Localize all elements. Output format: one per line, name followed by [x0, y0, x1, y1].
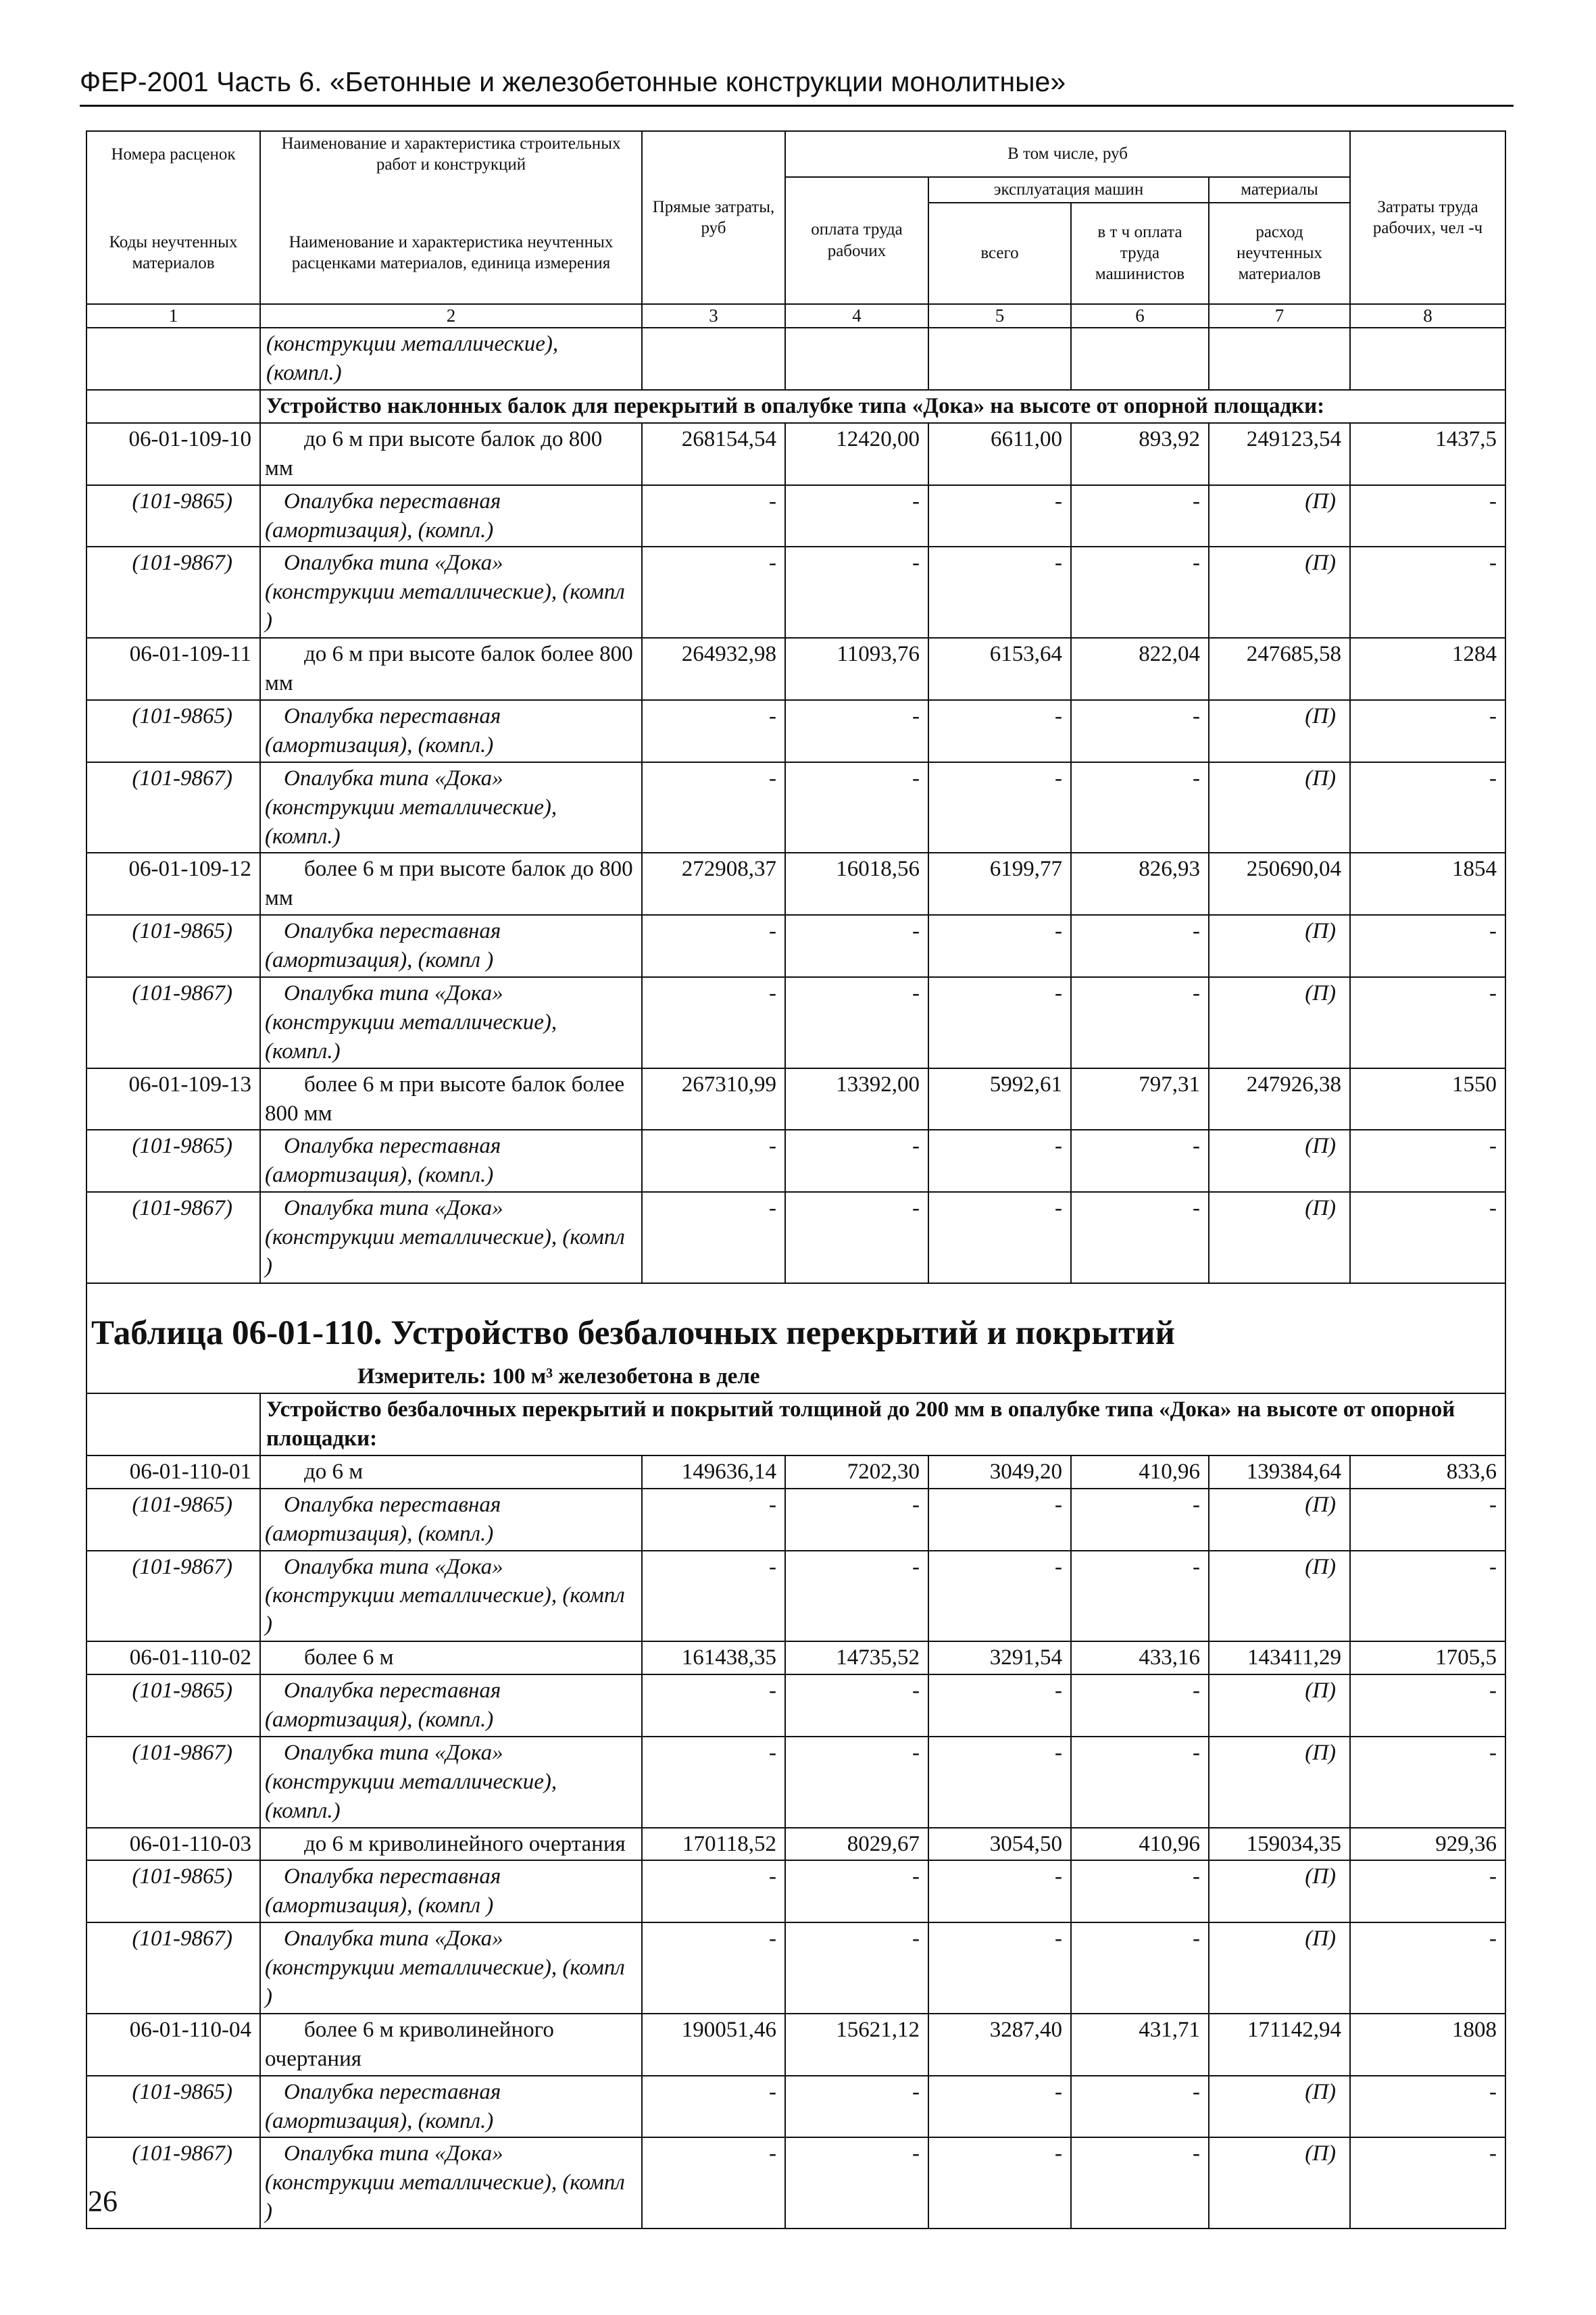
material-consumption: (П) — [1209, 1922, 1350, 2014]
rate-row — [86, 423, 1505, 485]
labor-hours: - — [1350, 1192, 1505, 1283]
labor-hours: 1437,5 — [1350, 423, 1505, 485]
labor-hours: - — [1350, 1551, 1505, 1642]
machinist-pay: - — [1071, 1192, 1209, 1283]
direct-costs: - — [642, 977, 785, 1068]
rates-table-wrapper — [86, 130, 1505, 2229]
col-rate-numbers: Номера расценок — [86, 131, 260, 177]
direct-costs: 272908,37 — [642, 853, 785, 915]
rate-row — [86, 1455, 1505, 1489]
material-name: Опалубка типа «Дока» (конструкции металлические), (компл ) — [260, 1922, 642, 2014]
machine-total: 6199,77 — [928, 853, 1071, 915]
col-machinist-pay: в т ч оплата труда машинистов — [1071, 203, 1209, 304]
direct-costs: - — [642, 915, 785, 977]
column-number: 4 — [785, 304, 928, 328]
resource-row — [86, 1192, 1505, 1283]
material-name: Опалубка переставная (амортизация), (компл ) — [260, 915, 642, 977]
rate-code: 06-01-110-01 — [86, 1455, 260, 1489]
direct-costs: - — [642, 762, 785, 853]
section-title: Устройство безбалочных перекрытий и покрытий толщиной до 200 мм в опалубке типа «Дока» на высоте от опорной площадки: — [260, 1393, 1505, 1455]
labor-hours: - — [1350, 1489, 1505, 1551]
machine-total: - — [928, 1551, 1071, 1642]
machinist-pay: - — [1071, 700, 1209, 762]
machinist-pay: - — [1071, 2137, 1209, 2229]
labor-hours: - — [1350, 547, 1505, 638]
column-number: 1 — [86, 304, 260, 328]
rate-row — [86, 1641, 1505, 1674]
labor-hours: - — [1350, 1737, 1505, 1828]
machinist-pay: - — [1071, 915, 1209, 977]
direct-costs: 268154,54 — [642, 423, 785, 485]
materials-cost: 139384,64 — [1209, 1455, 1350, 1489]
machinist-pay: - — [1071, 547, 1209, 638]
rate-name: до 6 м — [260, 1455, 642, 1489]
material-code: (101-9867) — [86, 2137, 260, 2229]
material-consumption: (П) — [1209, 547, 1350, 638]
col-material-codes: Коды неучтенных материалов — [86, 203, 260, 304]
measure-row — [86, 1361, 1505, 1393]
column-number: 8 — [1350, 304, 1505, 328]
worker-pay: - — [785, 2137, 928, 2229]
material-code: (101-9865) — [86, 700, 260, 762]
worker-pay: 12420,00 — [785, 423, 928, 485]
material-name: Опалубка типа «Дока» (конструкции металлические), (компл.) — [260, 1737, 642, 1828]
materials-cost: 159034,35 — [1209, 1828, 1350, 1861]
col-materials: материалы — [1209, 177, 1350, 203]
machinist-pay: 433,16 — [1071, 1641, 1209, 1674]
direct-costs: 264932,98 — [642, 638, 785, 700]
direct-costs: - — [642, 1192, 785, 1283]
labor-hours: 929,36 — [1350, 1828, 1505, 1861]
labor-hours: 1808 — [1350, 2014, 1505, 2076]
rate-row — [86, 2014, 1505, 2076]
resource-row — [86, 547, 1505, 638]
material-name: Опалубка типа «Дока» (конструкции металлические), (компл ) — [260, 547, 642, 638]
worker-pay: - — [785, 1130, 928, 1192]
material-consumption: (П) — [1209, 700, 1350, 762]
labor-hours: 1705,5 — [1350, 1641, 1505, 1674]
worker-pay: - — [785, 977, 928, 1068]
measure-unit: Измеритель: 100 м³ железобетона в деле — [86, 1361, 1505, 1393]
column-number: 3 — [642, 304, 785, 328]
worker-pay: - — [785, 485, 928, 547]
labor-hours: - — [1350, 762, 1505, 853]
material-code: (101-9867) — [86, 1737, 260, 1828]
worker-pay: - — [785, 915, 928, 977]
resource-row — [86, 977, 1505, 1068]
col-material-name: Наименование и характеристика неучтенных расценками материалов, единица измерения — [260, 203, 642, 304]
machinist-pay: 893,92 — [1071, 423, 1209, 485]
worker-pay: 8029,67 — [785, 1828, 928, 1861]
resource-row — [86, 485, 1505, 547]
labor-hours: 1284 — [1350, 638, 1505, 700]
worker-pay: - — [785, 1860, 928, 1922]
material-consumption: (П) — [1209, 1674, 1350, 1737]
material-consumption: (П) — [1209, 915, 1350, 977]
table-body — [86, 328, 1505, 1283]
material-consumption: (П) — [1209, 485, 1350, 547]
labor-hours: - — [1350, 485, 1505, 547]
worker-pay: - — [785, 700, 928, 762]
direct-costs: 161438,35 — [642, 1641, 785, 1674]
worker-pay: 16018,56 — [785, 853, 928, 915]
resource-row — [86, 1489, 1505, 1551]
table-110-body — [86, 1283, 1505, 2229]
rate-name: более 6 м — [260, 1641, 642, 1674]
column-number: 2 — [260, 304, 642, 328]
machinist-pay: - — [1071, 1922, 1209, 2014]
labor-hours: - — [1350, 1922, 1505, 2014]
machinist-pay: 826,93 — [1071, 853, 1209, 915]
page-header: ФЕР-2001 Часть 6. «Бетонные и железобетонные конструкции монолитные» — [80, 66, 1514, 107]
rate-name: до 6 м при высоте балок более 800 мм — [260, 638, 642, 700]
material-name: Опалубка типа «Дока» (конструкции металлические), (компл ) — [260, 2137, 642, 2229]
carryover-text: (конструкции металлические), (компл.) — [260, 328, 642, 390]
direct-costs: - — [642, 485, 785, 547]
material-name: Опалубка переставная (амортизация), (компл.) — [260, 1674, 642, 1737]
table-title: Таблица 06-01-110. Устройство безбалочных перекрытий и покрытий — [86, 1283, 1505, 1361]
resource-row — [86, 762, 1505, 853]
column-number: 5 — [928, 304, 1071, 328]
col-material-consumption: расход неучтенных материалов — [1209, 203, 1350, 304]
material-code: (101-9867) — [86, 1192, 260, 1283]
resource-row — [86, 1130, 1505, 1192]
machine-total: 5992,61 — [928, 1068, 1071, 1130]
rate-row — [86, 638, 1505, 700]
worker-pay: 14735,52 — [785, 1641, 928, 1674]
machine-total: - — [928, 1489, 1071, 1551]
col-labor: Затраты труда рабочих, чел -ч — [1350, 131, 1505, 304]
col-machine-total: всего — [928, 203, 1071, 304]
carryover-row — [86, 328, 1505, 390]
machine-total: 6153,64 — [928, 638, 1071, 700]
material-code: (101-9865) — [86, 1860, 260, 1922]
col-direct-costs: Прямые затраты, руб — [642, 131, 785, 304]
material-consumption: (П) — [1209, 1489, 1350, 1551]
direct-costs: - — [642, 1922, 785, 2014]
col-including: В том числе, руб — [785, 131, 1350, 177]
labor-hours: - — [1350, 915, 1505, 977]
rate-code: 06-01-110-03 — [86, 1828, 260, 1861]
material-name: Опалубка переставная (амортизация), (компл ) — [260, 1860, 642, 1922]
column-numbers-row — [86, 304, 1505, 328]
machine-total: 3054,50 — [928, 1828, 1071, 1861]
material-code: (101-9867) — [86, 1551, 260, 1642]
machine-total: - — [928, 1192, 1071, 1283]
materials-cost: 171142,94 — [1209, 2014, 1350, 2076]
material-consumption: (П) — [1209, 762, 1350, 853]
materials-cost: 247926,38 — [1209, 1068, 1350, 1130]
worker-pay: - — [785, 547, 928, 638]
machinist-pay: - — [1071, 1737, 1209, 1828]
resource-row — [86, 1737, 1505, 1828]
material-consumption: (П) — [1209, 1192, 1350, 1283]
machinist-pay: - — [1071, 1551, 1209, 1642]
resource-row — [86, 1674, 1505, 1737]
rate-code: 06-01-110-04 — [86, 2014, 260, 2076]
direct-costs: - — [642, 2137, 785, 2229]
worker-pay: 7202,30 — [785, 1455, 928, 1489]
rate-name: до 6 м при высоте балок до 800 мм — [260, 423, 642, 485]
machinist-pay: 410,96 — [1071, 1455, 1209, 1489]
worker-pay: - — [785, 1489, 928, 1551]
worker-pay: - — [785, 1674, 928, 1737]
worker-pay: - — [785, 2076, 928, 2138]
worker-pay: - — [785, 1551, 928, 1642]
worker-pay: 13392,00 — [785, 1068, 928, 1130]
rate-code: 06-01-109-11 — [86, 638, 260, 700]
direct-costs: 267310,99 — [642, 1068, 785, 1130]
material-name: Опалубка типа «Дока» (конструкции металлические), (компл.) — [260, 762, 642, 853]
worker-pay: 15621,12 — [785, 2014, 928, 2076]
material-name: Опалубка переставная (амортизация), (компл.) — [260, 2076, 642, 2138]
materials-cost: 143411,29 — [1209, 1641, 1350, 1674]
materials-cost: 249123,54 — [1209, 423, 1350, 485]
col-machine-ops: эксплуатация машин — [928, 177, 1209, 203]
material-consumption: (П) — [1209, 2137, 1350, 2229]
rate-name: более 6 м при высоте балок до 800 мм — [260, 853, 642, 915]
direct-costs: - — [642, 1737, 785, 1828]
material-code: (101-9865) — [86, 915, 260, 977]
worker-pay: - — [785, 1922, 928, 2014]
material-code: (101-9865) — [86, 1674, 260, 1737]
machinist-pay: - — [1071, 2076, 1209, 2138]
worker-pay: - — [785, 1737, 928, 1828]
material-consumption: (П) — [1209, 1860, 1350, 1922]
machinist-pay: - — [1071, 762, 1209, 853]
machine-total: 3291,54 — [928, 1641, 1071, 1674]
rate-name: более 6 м при высоте балок более 800 мм — [260, 1068, 642, 1130]
table-title-row — [86, 1283, 1505, 1361]
machinist-pay: - — [1071, 485, 1209, 547]
direct-costs: - — [642, 1489, 785, 1551]
resource-row — [86, 2076, 1505, 2138]
direct-costs: 170118,52 — [642, 1828, 785, 1861]
worker-pay: - — [785, 762, 928, 853]
machinist-pay: - — [1071, 977, 1209, 1068]
labor-hours: 1854 — [1350, 853, 1505, 915]
direct-costs: 149636,14 — [642, 1455, 785, 1489]
resource-row — [86, 1860, 1505, 1922]
material-name: Опалубка переставная (амортизация), (компл.) — [260, 700, 642, 762]
labor-hours: 833,6 — [1350, 1455, 1505, 1489]
machine-total: - — [928, 1737, 1071, 1828]
labor-hours: - — [1350, 700, 1505, 762]
material-code: (101-9867) — [86, 977, 260, 1068]
resource-row — [86, 1922, 1505, 2014]
material-consumption: (П) — [1209, 1130, 1350, 1192]
machinist-pay: - — [1071, 1674, 1209, 1737]
table-header — [86, 131, 1505, 328]
labor-hours: - — [1350, 1860, 1505, 1922]
machinist-pay: 822,04 — [1071, 638, 1209, 700]
column-number: 7 — [1209, 304, 1350, 328]
direct-costs: - — [642, 547, 785, 638]
section-row — [86, 390, 1505, 423]
material-code: (101-9865) — [86, 485, 260, 547]
material-name: Опалубка переставная (амортизация), (компл.) — [260, 485, 642, 547]
resource-row — [86, 1551, 1505, 1642]
labor-hours: - — [1350, 2076, 1505, 2138]
rate-code: 06-01-109-12 — [86, 853, 260, 915]
material-consumption: (П) — [1209, 977, 1350, 1068]
labor-hours: - — [1350, 1674, 1505, 1737]
material-name: Опалубка типа «Дока» (конструкции металлические), (компл ) — [260, 1192, 642, 1283]
machinist-pay: - — [1071, 1860, 1209, 1922]
resource-row — [86, 2137, 1505, 2229]
rate-row — [86, 853, 1505, 915]
direct-costs: - — [642, 1674, 785, 1737]
material-name: Опалубка переставная (амортизация), (компл.) — [260, 1489, 642, 1551]
direct-costs: - — [642, 1860, 785, 1922]
rate-name: более 6 м криволинейного очертания — [260, 2014, 642, 2076]
machinist-pay: - — [1071, 1489, 1209, 1551]
materials-cost: 250690,04 — [1209, 853, 1350, 915]
col-work-name: Наименование и характеристика строительных работ и конструкций — [260, 131, 642, 177]
machine-total: - — [928, 2076, 1071, 2138]
machine-total: - — [928, 1674, 1071, 1737]
direct-costs: - — [642, 700, 785, 762]
machine-total: - — [928, 547, 1071, 638]
direct-costs: 190051,46 — [642, 2014, 785, 2076]
machinist-pay: - — [1071, 1130, 1209, 1192]
section-row — [86, 1393, 1505, 1455]
section-title: Устройство наклонных балок для перекрытий в опалубке типа «Дока» на высоте от опорной площадки: — [260, 390, 1505, 423]
material-code: (101-9865) — [86, 1130, 260, 1192]
rate-row — [86, 1828, 1505, 1861]
col-worker-pay: оплата труда рабочих — [785, 177, 928, 304]
rate-code: 06-01-110-02 — [86, 1641, 260, 1674]
worker-pay: - — [785, 1192, 928, 1283]
machinist-pay: 410,96 — [1071, 1828, 1209, 1861]
material-name: Опалубка типа «Дока» (конструкции металлические), (компл.) — [260, 977, 642, 1068]
material-consumption: (П) — [1209, 2076, 1350, 2138]
machine-total: 3049,20 — [928, 1455, 1071, 1489]
machine-total: - — [928, 762, 1071, 853]
material-code: (101-9865) — [86, 2076, 260, 2138]
labor-hours: - — [1350, 1130, 1505, 1192]
rate-code: 06-01-109-13 — [86, 1068, 260, 1130]
direct-costs: - — [642, 2076, 785, 2138]
machine-total: - — [928, 1922, 1071, 2014]
machine-total: - — [928, 1130, 1071, 1192]
material-consumption: (П) — [1209, 1737, 1350, 1828]
machine-total: - — [928, 977, 1071, 1068]
machine-total: - — [928, 700, 1071, 762]
labor-hours: - — [1350, 2137, 1505, 2229]
labor-hours: 1550 — [1350, 1068, 1505, 1130]
machine-total: - — [928, 1860, 1071, 1922]
direct-costs: - — [642, 1551, 785, 1642]
machine-total: 6611,00 — [928, 423, 1071, 485]
material-consumption: (П) — [1209, 1551, 1350, 1642]
material-name: Опалубка типа «Дока» (конструкции металлические), (компл ) — [260, 1551, 642, 1642]
rate-row — [86, 1068, 1505, 1130]
material-code: (101-9867) — [86, 547, 260, 638]
resource-row — [86, 915, 1505, 977]
material-code: (101-9867) — [86, 1922, 260, 2014]
material-code: (101-9865) — [86, 1489, 260, 1551]
worker-pay: 11093,76 — [785, 638, 928, 700]
machine-total: - — [928, 2137, 1071, 2229]
machine-total: 3287,40 — [928, 2014, 1071, 2076]
materials-cost: 247685,58 — [1209, 638, 1350, 700]
machine-total: - — [928, 915, 1071, 977]
rate-code: 06-01-109-10 — [86, 423, 260, 485]
machinist-pay: 431,71 — [1071, 2014, 1209, 2076]
material-code: (101-9867) — [86, 762, 260, 853]
rates-table — [86, 130, 1506, 2229]
machinist-pay: 797,31 — [1071, 1068, 1209, 1130]
material-name: Опалубка переставная (амортизация), (компл.) — [260, 1130, 642, 1192]
direct-costs: - — [642, 1130, 785, 1192]
labor-hours: - — [1350, 977, 1505, 1068]
page-number: 26 — [88, 2185, 118, 2218]
rate-name: до 6 м криволинейного очертания — [260, 1828, 642, 1861]
column-number: 6 — [1071, 304, 1209, 328]
machine-total: - — [928, 485, 1071, 547]
resource-row — [86, 700, 1505, 762]
